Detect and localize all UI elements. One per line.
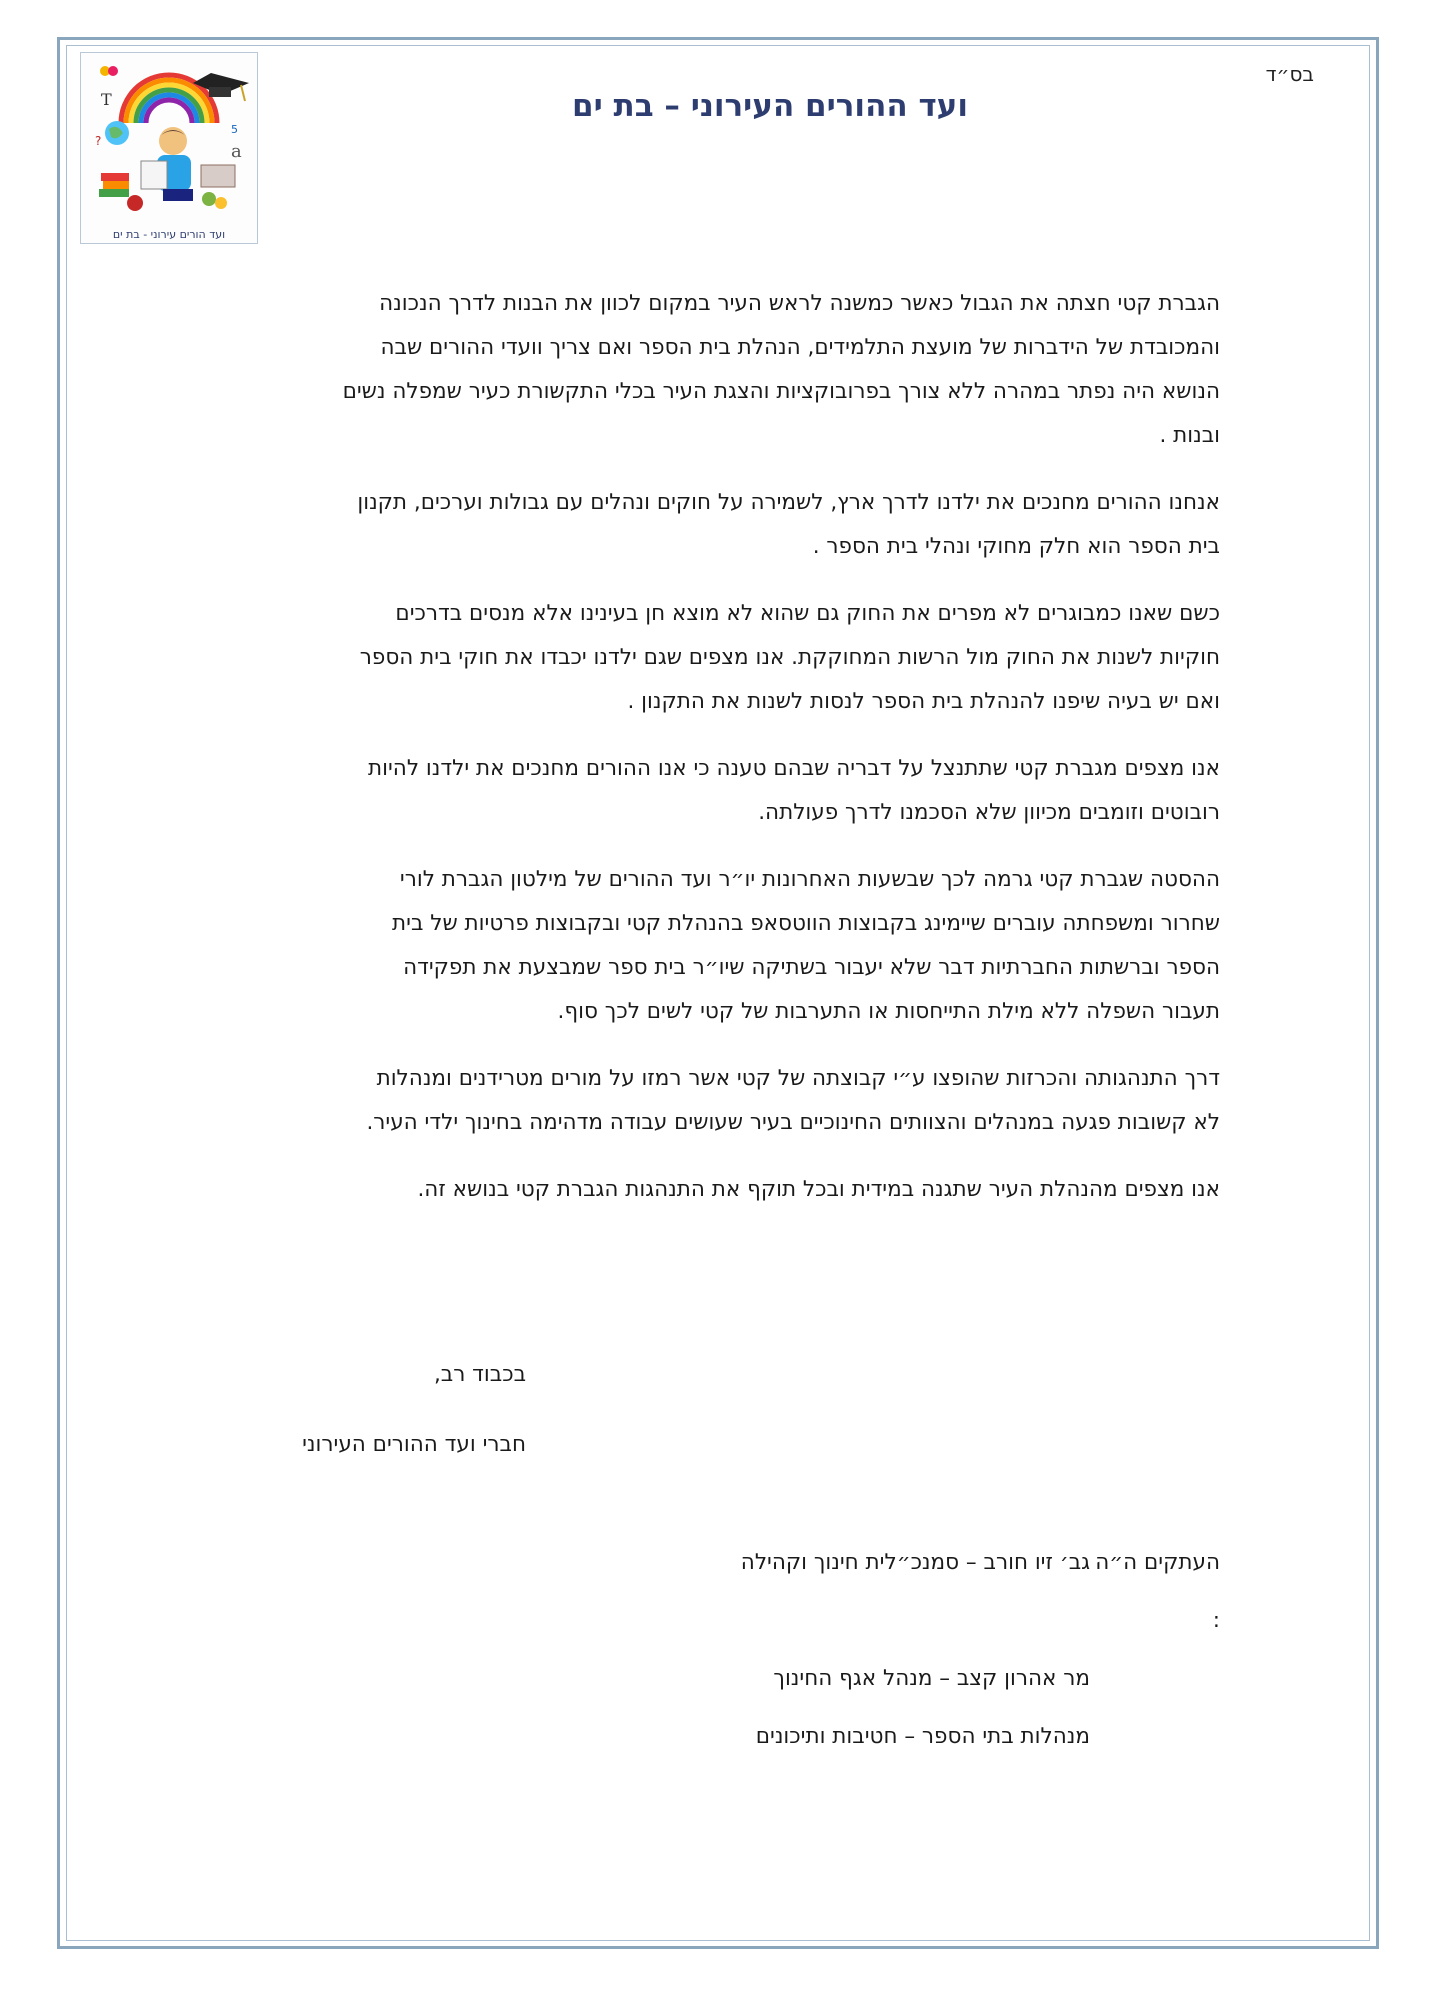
copy-recipient: מר אהרון קצב – מנהל אגף החינוך bbox=[773, 1666, 1090, 1691]
text-line: כשם שאנו כמבוגרים לא מפרים את החוק גם שהוא לא מוצא חן בעינינו אלא מנסים בדרכים bbox=[395, 601, 1220, 626]
text-line: שחרור ומשפחתה עוברים שיימינג בקבוצות הווטסאפ בהנהלת קטי ובקבוצות פרטיות של בית bbox=[392, 911, 1220, 936]
copies-row bbox=[741, 1534, 1220, 1650]
letter-body bbox=[210, 282, 1220, 1235]
text-line: ובנות . bbox=[1159, 423, 1220, 448]
paragraph bbox=[210, 1168, 1220, 1212]
copies-block bbox=[741, 1534, 1220, 1766]
text-line: הגברת קטי חצתה את הגבול כאשר כמשנה לראש העיר במקום לכוון את הבנות לדרך הנכונה bbox=[379, 291, 1220, 316]
text-line: רובוטים וזומבים מכיוון שלא הסכמנו לדרך פעולתה. bbox=[758, 800, 1220, 825]
text-line: חוקיות לשנות את החוק מול הרשות המחוקקת. אנו מצפים שגם ילדנו יכבדו את חוקי בית הספר bbox=[359, 645, 1220, 670]
svg-text:a: a bbox=[231, 141, 242, 162]
paragraph bbox=[210, 1057, 1220, 1145]
text-line: אנחנו ההורים מחנכים את ילדנו לדרך ארץ, לשמירה על חוקים ונהלים עם גבולות וערכים, תקנון bbox=[357, 490, 1220, 515]
copy-recipient: גב׳ זיו חורב – סמנכ״לית חינוך וקהילה bbox=[740, 1550, 1090, 1575]
paragraph bbox=[210, 592, 1220, 724]
copies-spacer bbox=[1090, 1708, 1220, 1766]
copies-spacer bbox=[1090, 1650, 1220, 1708]
text-line: אנו מצפים מהנהלת העיר שתגנה במידית ובכל תוקף את התנהגות הגברת קטי בנושא זה. bbox=[417, 1177, 1220, 1202]
text-line: אנו מצפים מגברת קטי שתתנצל על דבריה שבהם טענה כי אנו ההורים מחנכים את ילדנו להיות bbox=[368, 756, 1220, 781]
paragraph bbox=[210, 747, 1220, 835]
text-line: תעבור השפלה ללא מילת התייחסות או התערבות של קטי לשים לכך סוף. bbox=[557, 999, 1220, 1024]
copies-row bbox=[741, 1708, 1220, 1766]
logo-caption: ועד הורים עירוני - בת ים bbox=[112, 228, 226, 241]
text-line: בית הספר הוא חלק מחוקי ונהלי בית הספר . bbox=[812, 534, 1220, 559]
svg-text:?: ? bbox=[95, 134, 102, 148]
signature-line: חברי ועד ההורים העירוני bbox=[302, 1432, 526, 1457]
text-line: הנושא היה נפתר במהרה ללא צורך בפרובוקציות והצגת העיר בכלי התקשורת כעיר שמפלה נשים bbox=[342, 379, 1220, 404]
committee-logo bbox=[80, 52, 258, 244]
svg-text:5: 5 bbox=[231, 123, 238, 136]
regards-line: בכבוד רב, bbox=[433, 1362, 526, 1387]
text-line: הספר וברשתות החברתיות דבר שלא יעבור בשתיקה שיו״ר בית ספר שמבצעת את תפקידה bbox=[403, 955, 1220, 980]
copies-row bbox=[741, 1650, 1220, 1708]
svg-text:T: T bbox=[101, 90, 112, 109]
text-line: והמכובדת של הידברות של מועצת התלמידים, הנהלת בית הספר ואם צריך וועדי ההורים שבה bbox=[380, 335, 1220, 360]
text-line: ואם יש בעיה שיפנו להנהלת בית הספר לנסות לשנות את התקנון . bbox=[627, 689, 1220, 714]
text-line: דרך התנהגותה והכרזות שהופצו ע״י קבוצתה של קטי אשר רמזו על מורים מטרידנים ומנהלות bbox=[376, 1066, 1220, 1091]
document-title: ועד ההורים העירוני – בת ים bbox=[572, 88, 968, 124]
text-line: לא קשובות פגעה במנהלים והצוותים החינוכיים בעיר שעושים עבודה מדהימה בחינוך ילדי העיר. bbox=[366, 1110, 1220, 1135]
copies-label: העתקים ה״ה : bbox=[1095, 1550, 1220, 1633]
text-line: ההסטה שגברת קטי גרמה לכך שבשעות האחרונות יו״ר ועד ההורים של מילטון הגברת לורי bbox=[399, 867, 1220, 892]
paragraph bbox=[210, 481, 1220, 569]
paragraph bbox=[210, 858, 1220, 1034]
bsd-mark: בס״ד bbox=[1265, 62, 1314, 86]
copy-recipient: מנהלות בתי הספר – חטיבות ותיכונים bbox=[755, 1724, 1090, 1749]
closing-block bbox=[302, 1340, 526, 1480]
paragraph bbox=[210, 282, 1220, 458]
